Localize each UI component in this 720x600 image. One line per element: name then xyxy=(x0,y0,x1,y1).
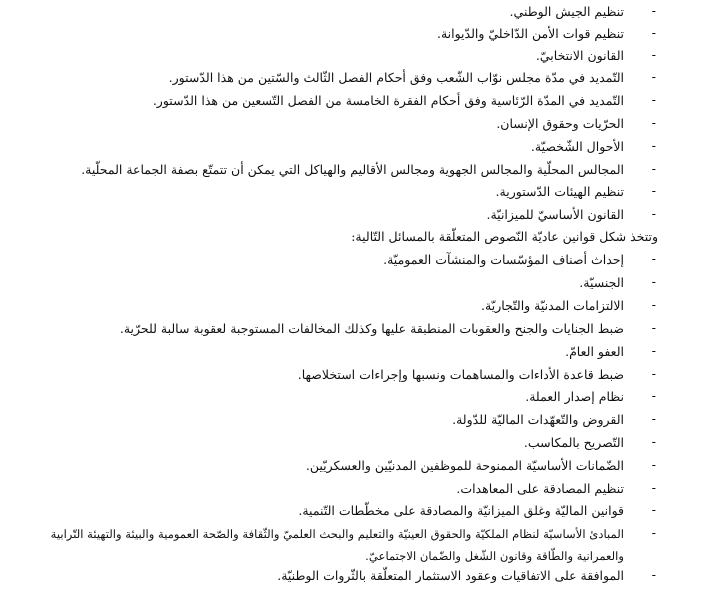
list-item xyxy=(0,24,720,46)
list-item-text: القانون الانتخابيّ. xyxy=(535,48,624,63)
bullet-dash: - xyxy=(651,70,656,85)
bullet-dash: - xyxy=(651,503,656,518)
bullet-dash: - xyxy=(651,275,656,290)
list-item xyxy=(0,296,720,318)
bullet-dash: - xyxy=(651,252,656,267)
list-item xyxy=(0,566,720,588)
list-item xyxy=(0,501,720,523)
bullet-dash: - xyxy=(651,435,656,450)
list-item-text: ضبط قاعدة الأداءات والمساهمات ونسبها وإجراءات استخلاصها. xyxy=(297,367,624,382)
list-item-text: الأحوال الشّخصيّة. xyxy=(530,139,624,154)
list-item xyxy=(0,160,720,182)
bullet-dash: - xyxy=(651,184,656,199)
bullet-dash: - xyxy=(651,458,656,473)
list-item-text: الموافقة على الاتفاقيات وعقود الاستثمار المتعلّقة بالثّروات الوطنيّة. xyxy=(277,568,624,583)
list-item xyxy=(0,250,720,272)
bullet-dash: - xyxy=(651,321,656,336)
list-item xyxy=(0,342,720,364)
list-item-text: المبادئ الأساسيّة لنظام الملكيّة والحقوق العينيّة والتعليم والبحث العلميّ والثّقافة والصّحة العمومية والبيئة والتهيئة التّرابية والعمرانية والطّاقة وقانون الشّغل والضّمان الاجتماعيّ. xyxy=(50,527,624,563)
list-item-text: العفو العامّ. xyxy=(565,344,624,359)
bullet-dash: - xyxy=(651,344,656,359)
bullet-dash: - xyxy=(651,26,656,41)
list-item-text: الضّمانات الأساسيّة الممنوحة للموظفين المدنيّين والعسكريّين. xyxy=(305,458,624,473)
bullet-dash: - xyxy=(651,93,656,108)
bullet-dash: - xyxy=(651,481,656,496)
list-item xyxy=(0,205,720,227)
bullet-dash: - xyxy=(651,367,656,382)
bullet-dash: - xyxy=(651,568,656,583)
list-item-text: الحرّيات وحقوق الإنسان. xyxy=(496,116,624,131)
list-item-text: تنظيم المصادقة على المعاهدات. xyxy=(456,481,624,496)
intro-text: وتتخذ شكل قوانين عاديّة النّصوص المتعلّقة بالمسائل التّالية: xyxy=(351,229,658,244)
list-item xyxy=(0,68,720,90)
bullet-dash: - xyxy=(651,412,656,427)
list-item xyxy=(0,46,720,68)
bullet-dash: - xyxy=(651,116,656,131)
list-item-text: تنظيم الجيش الوطني. xyxy=(509,4,624,19)
intro-paragraph xyxy=(0,227,720,247)
list-item xyxy=(0,2,720,24)
bullet-dash: - xyxy=(651,4,656,19)
list-item-text: تنظيم الهيئات الدّستورية. xyxy=(495,184,624,199)
list-item-text: القروض والتّعهّدات الماليّة للدّولة. xyxy=(452,412,624,427)
list-item-text: التّمديد في مدّة مجلس نوّاب الشّعب وفق أحكام الفصل الثّالث والسّتين من هذا الدّستور. xyxy=(168,70,624,85)
list-item xyxy=(0,137,720,159)
list-item-text: نظام إصدار العملة. xyxy=(525,389,624,404)
bullet-dash: - xyxy=(651,207,656,222)
list-item-text: القانون الأساسيّ للميزانيّة. xyxy=(486,207,624,222)
bullet-dash: - xyxy=(651,389,656,404)
list-item xyxy=(0,114,720,136)
list-item xyxy=(0,479,720,501)
bullet-dash: - xyxy=(651,48,656,63)
list-item xyxy=(0,273,720,295)
list-item xyxy=(0,182,720,204)
list-item-text: الالتزامات المدنيّة والتّجاريّة. xyxy=(481,298,624,313)
list-item xyxy=(0,410,720,432)
bullet-dash: - xyxy=(651,139,656,154)
list-item-text: الجنسيّة. xyxy=(579,275,624,290)
list-item xyxy=(0,91,720,113)
list-item-text: تنظيم قوات الأمن الدّاخليّ والدّيوانة. xyxy=(436,26,624,41)
list-item xyxy=(0,456,720,478)
bullet-dash: - xyxy=(651,526,656,541)
list-item xyxy=(0,319,720,341)
list-item-text: ضبط الجنايات والجنح والعقوبات المنطبقة عليها وكذلك المخالفات المستوجبة لعقوبة سالبة للحرّية. xyxy=(119,321,624,336)
list-item xyxy=(0,365,720,387)
list-item-text: المجالس المحلّية والمجالس الجهوية ومجالس الأقاليم والهياكل التي يمكن أن تتمتّع بصفة الجماعة المحلّية. xyxy=(81,162,624,177)
list-item-text: التّمديد في المدّة الرّئاسية وفق أحكام الفقرة الخامسة من الفصل التّسعين من هذا الدّستور. xyxy=(152,93,624,108)
list-item xyxy=(0,433,720,455)
bullet-dash: - xyxy=(651,298,656,313)
list-item xyxy=(0,522,720,566)
bullet-dash: - xyxy=(651,162,656,177)
list-item-text: قوانين الماليّة وغلق الميزانيّة والمصادقة على مخطّطات التّنمية. xyxy=(298,503,624,518)
list-item-text: إحداث أصناف المؤسّسات والمنشآت العموميّة. xyxy=(383,252,624,267)
list-item xyxy=(0,387,720,409)
list-item-text: التّصريح بالمكاسب. xyxy=(523,435,624,450)
